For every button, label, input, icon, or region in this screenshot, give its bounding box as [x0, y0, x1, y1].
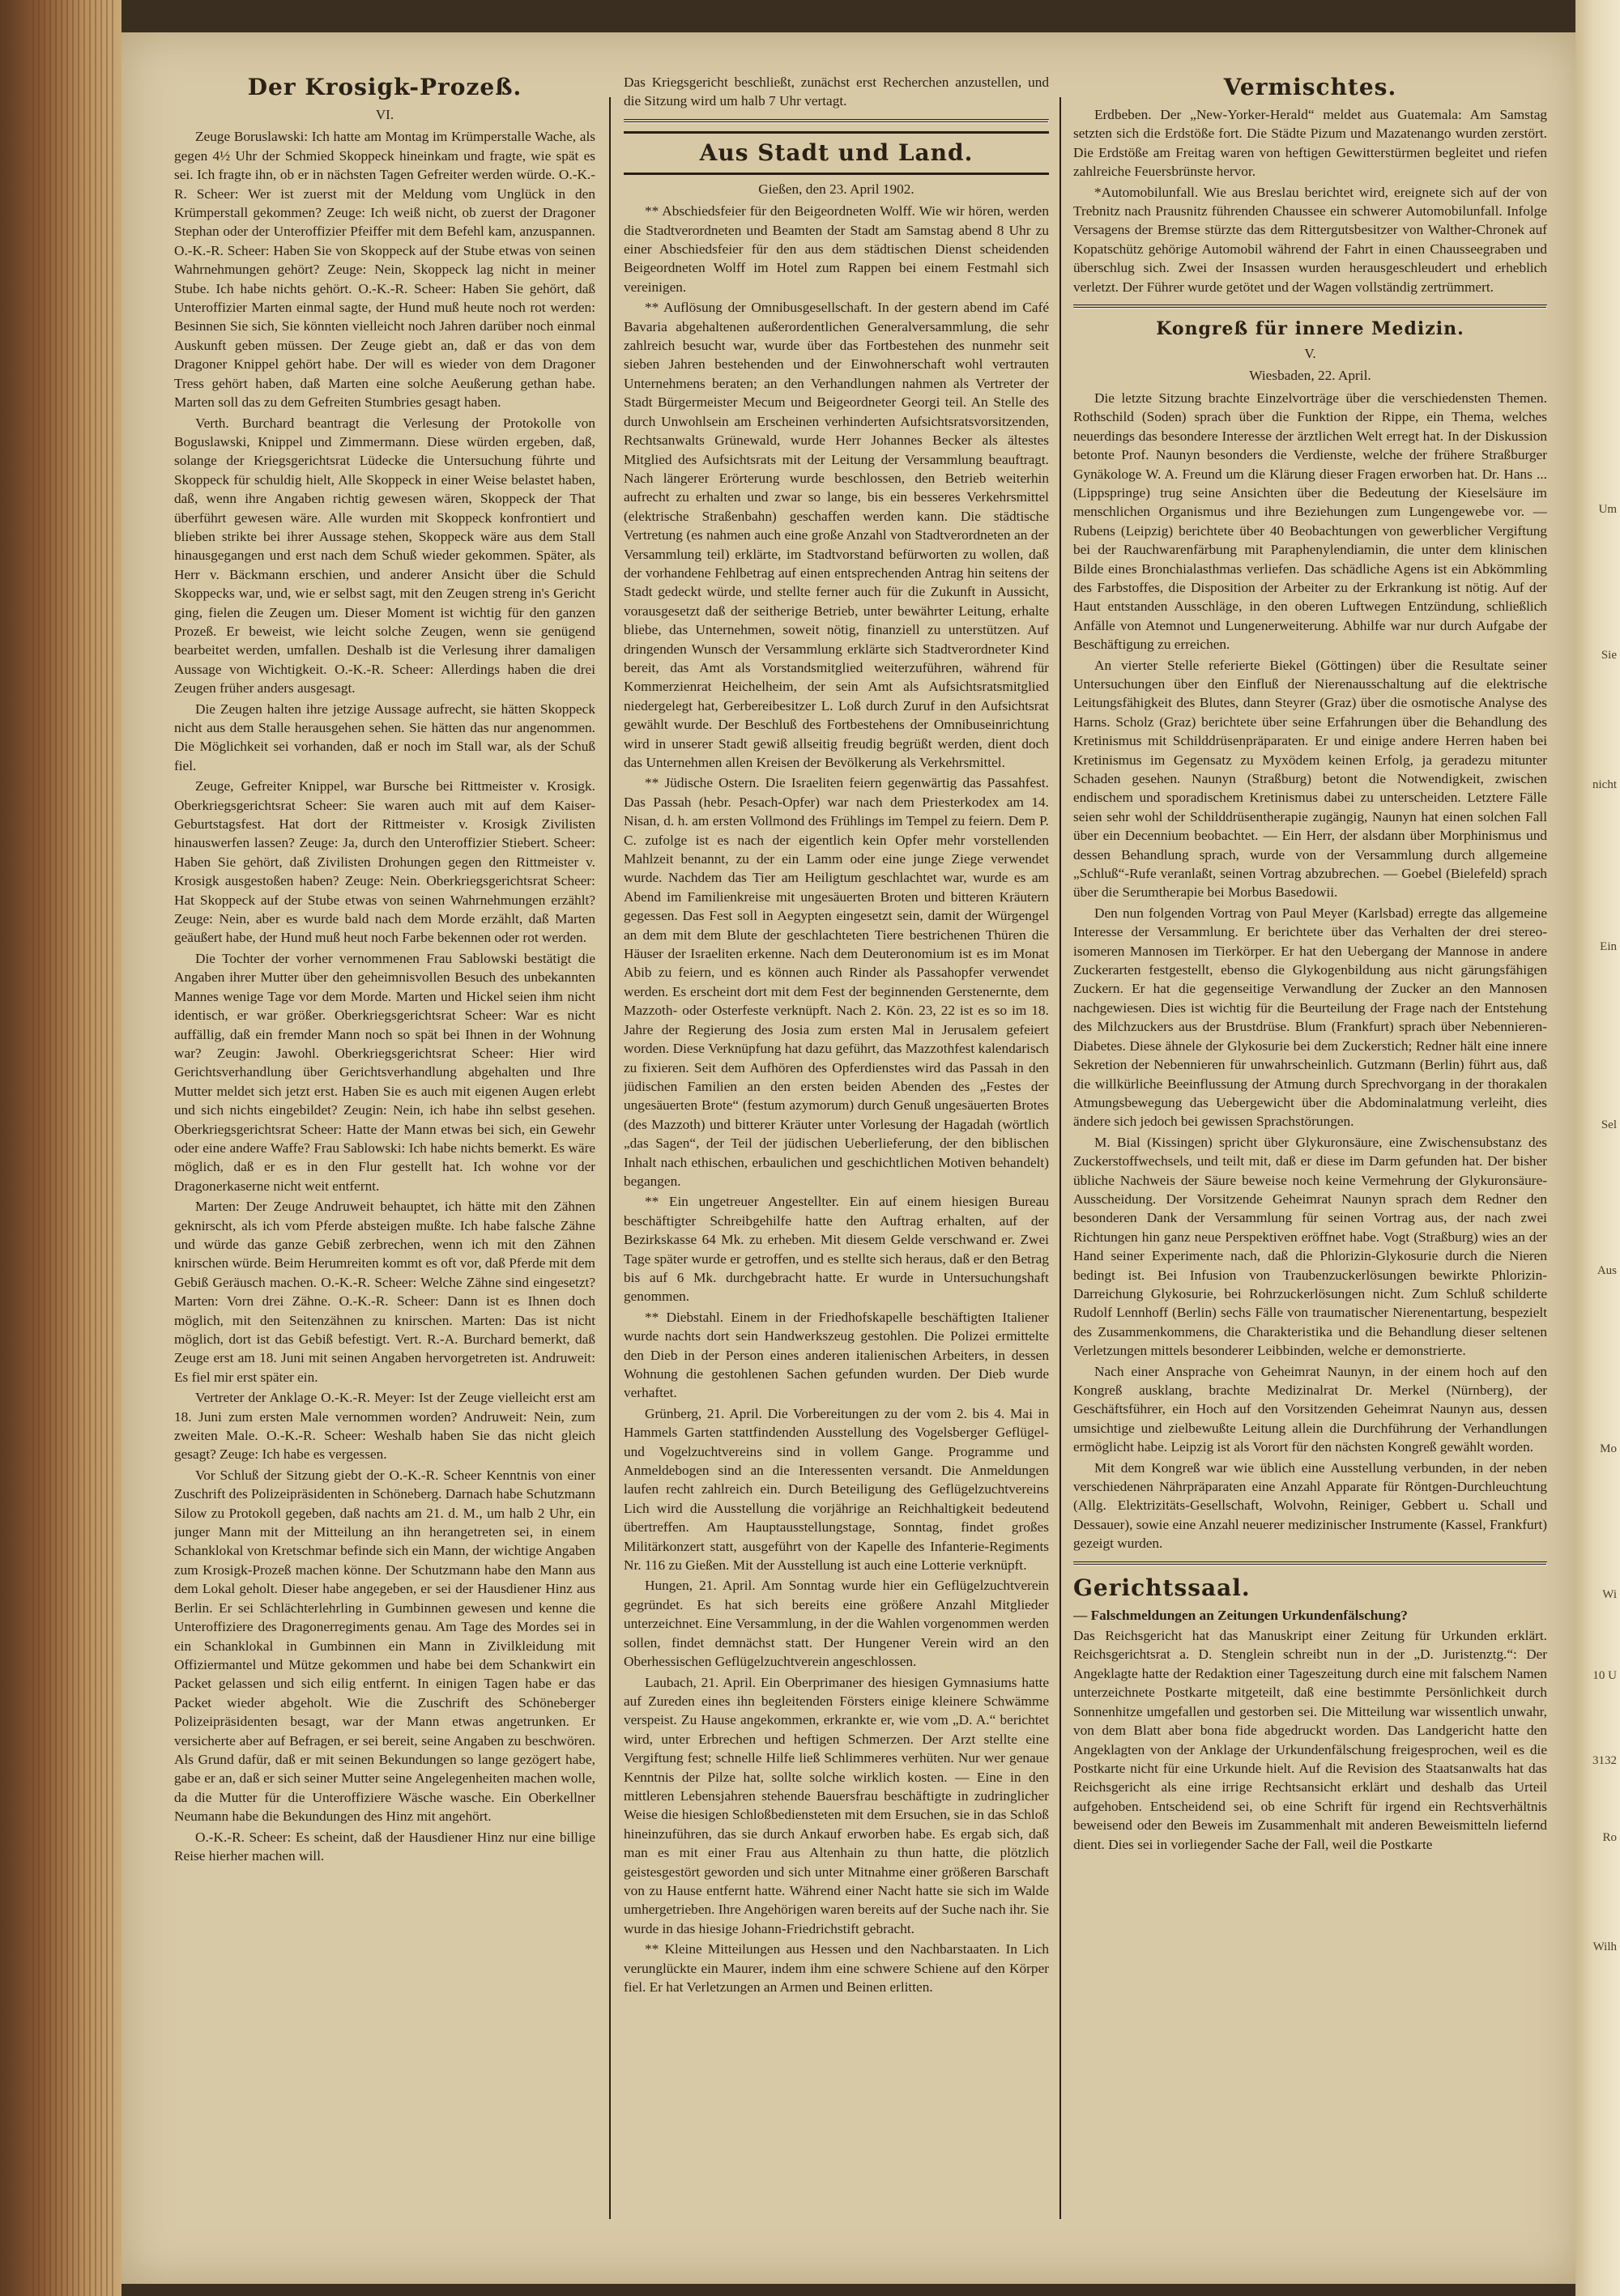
- paragraph: Erdbeben. Der „New-Yorker-Herald“ meldet aus Guatemala: Am Samstag setzten sich die Erdstöße fort. Die Städte Pizum und Mazatenango wurden zerstört. Die Erdstöße am Freitag waren von heftigen Gewitterstürmen begleitet und riefen zahlreiche Feuersbrünste hervor.: [1073, 107, 1547, 180]
- edge-fragment: Sel: [1601, 1118, 1617, 1131]
- paragraph: Grünberg, 21. April. Die Vorbereitungen zu der vom 2. bis 4. Mai in Hammels Garten stattfindenden Ausstellung des Vogelsberger Geflügel- und Vogelzuchtvereins sind in vollem Gange. Programme und Anmeldebogen sind an die Interessenten versandt. Die Anmeldungen laufen recht zahlreich ein. Durch Beteiligung des Geflügelzuchtvereins Lich wird die Ausstellung die vorjährige an Reichhaltigkeit bedeutend übertreffen. Am Hauptausstellungstage, Sonntag, findet großes Militärkonzert statt, ausgeführt von der Kapelle des Infanterie-Regiments Nr. 116 zu Gießen. Mit der Ausstellung ist auch eine Lotterie verknüpft.: [624, 1405, 1049, 1574]
- paragraph: Das Reichsgericht hat das Manuskript einer Zeitung für Urkunden erklärt. Reichsgerichtsrat a. D. Stenglein schreibt nun in der „D. Juristenztg.“: Der Angeklagte hatte der Redaktion einer Tageszeitung durch eine mit falschem Namen unterzeichnete Postkarte mitgeteilt, daß eine bestimmte Persönlichkeit durch Sonnenhitze umgefallen und gestorben sei. Die Mitteilung war wissentlich unwahr, von dem Blatt aber bona fide abgedruckt worden. Das Landgericht hatte den Angeklagten von der Anklage der Urkundenfälschung freigesprochen, weil es die Postkarte nicht für eine Urkunde hielt. Auf die Revision des Staatsanwalts hat das Reichsgericht als eine irrige Rechtsansicht erklärt und deshalb das Urteil aufgehoben. Entscheidend sei, ob eine Schrift für irgend ein Rechtsverhältnis beweisend oder den Beweis im Zusammenhalt mit anderen Beweismitteln liefernd dient. Dies sei in vorliegender Sache der Fall, weil die Postkarte: [1073, 1628, 1547, 1852]
- paragraph: Hungen, 21. April. Am Sonntag wurde hier ein Geflügelzuchtverein gegründet. Es hat sich bereits eine größere Anzahl Mitglieder unterzeichnet. Eine Versammlung, in der die Wahlen vorgenommen werden sollen, findet demnächst statt. Der Hungener Verein wird an den Oberhessischen Geflügelzuchtverein angeschlossen.: [624, 1578, 1049, 1670]
- paragraph: ** Kleine Mitteilungen aus Hessen und den Nachbarstaaten. In Lich verunglückte ein Maurer, indem ihm eine schwere Schiene auf den Körper fiel. Er hat Verletzungen an Armen und Beinen erlitten.: [624, 1941, 1049, 1995]
- paragraph: ** Auflösung der Omnibusgesellschaft. In der gestern abend im Café Bavaria abgehaltenen außerordentlichen Generalversammlung, die sehr zahlreich besucht war, wurde über das Fortbestehen des nunmehr seit sieben Jahren bestehenden und der Einwohnerschaft wohl vertrauten Unternehmens beraten; an den Verhandlungen nahmen als Vertreter der Stadt Bürgermeister Mecum und Beigeordneter Georgi teil. An Stelle des durch Unwohlsein am Erscheinen verhinderten Aufsichtsratsvorsitzenden, Rechtsanwalts Grünewald, wurde Herr Johannes Becker als ältestes Mitglied des Aufsichtsrats mit der Leitung der Versammlung beauftragt. Nach längerer Erörterung wurde beschlossen, den Betrieb weiterhin aufrecht zu erhalten und zwar so lange, bis ein besseres Verkehrsmittel (elektrische Straßenbahn) geschaffen werden kann. Die städtische Vertretung (es nahmen auch eine große Anzahl von Stadtverordneten an der Versammlung teil) erklärte, im Stadtvorstand befürworten zu wollen, daß der vorhandene Fehlbetrag auf einen entsprechenden Antrag hin seitens der Stadt gedeckt würde, und stellte ferner auch für die Zukunft in Aussicht, vorausgesetzt daß der seitherige Betrieb, unter bewährter Leitung, erhalte bliebe, das Unternehmen, soweit nötig, finanziell zu unterstützen. Auf dringenden Wunsch der Versammlung erklärte sich Stadtverordneter Kind bereit, das Amt als Vorstandsmitglied weiterzuführen, während für Kommerzienrat Heichelheim, der sein Amt als Aufsichtsratsmitglied niedergelegt hat, Gerbereibesitzer L. Loß durch Zuruf in den Aufsichtsrat gewählt wurde. Der Beschluß des Fortbestehens der Omnibuseinrichtung wird in unserer Stadt gewiß allseitig freudig begrüßt werden, dient doch das Unternehmen allen Kreisen der Bevölkerung als Verkehrsmittel.: [624, 300, 1049, 770]
- edge-fragment: Wi: [1602, 1588, 1617, 1601]
- column-krosigk-trial: [174, 73, 595, 2260]
- edge-fragment: Mo: [1600, 1442, 1617, 1455]
- paragraph: Die letzte Sitzung brachte Einzelvorträge über die verschiedensten Themen. Rothschild (Soden) sprach über die Funktion der Rippe, ein Thema, welches neuerdings das besondere Interesse der ärztlichen Welt erregt hat. In der Diskussion betonte Prof. Naunyn besonders die Verdienste, welche der frühere Straßburger Gynäkologe W. A. Freund um die Klärung dieser Fragen erworben hat. Dr. Hans ... (Lippspringe) trug seine Ansichten über die Bedeutung der Kieselsäure im menschlichen Organismus und ihre Beziehungen zum Lungengewebe vor. — Rubens (Leipzig) berichtete über 40 Beobachtungen von gewerblicher Vergiftung bei der Rauchwarenfärbung mit Paraphenylendiamin, die unter dem klinischen Bilde eines Bronchialasthmas verliefen. Das schädliche Agens ist ein Abkömmling des Farbstoffes, die Disposition der Arbeiter zu der Erkrankung ist nötig. Auf der Haut entstanden Ausschläge, in den oberen Luftwegen Entzündung, schließlich Anfälle von Atemnot und Lungenerweiterung. Abhilfe war nur durch Aufgabe der Beschäftigung zu erreichen.: [1073, 390, 1547, 653]
- edge-fragment: 3132: [1592, 1754, 1617, 1767]
- paragraph: Zeuge Boruslawski: Ich hatte am Montag im Krümperstalle Wache, als gegen 4½ Uhr der Schmied Skoppeck hineinkam und fragte, wie spät es sei. Ich fragte ihn, ob er in nächsten Tagen Gefreiter werden würde. O.-K.-R. Scheer: Wer ist zuerst mit der Meldung vom Unglück in den Krümperstall gekommen? Zeuge: Ich weiß nicht, ob zuerst der Dragoner Stephan oder der Unteroffizier Pfeiffer mit dem Befehl kam, anzuspannen. O.-K.-R. Scheer: Haben Sie von Skoppeck auf der Stube etwas von seinen Wahrnehmungen gehört? Zeuge: Nein, Skoppeck lag nicht in meiner Stube. Ich habe nichts gehört. O.-K.-R. Scheer: Haben Sie gehört, daß Unteroffizier Marten einmal sagte, der Hund muß heute noch rot werden: Besinnen Sie sich, Sie könnten vielleicht noch Jahren darüber noch einmal Auskunft geben müssen. Der Zeuge giebt an, daß er das von dem Dragoner Knippel gehört habe. Der will es wieder von dem Dragoner Tress gehört haben, daß Marten eine solche Aeußerung gethan habe. Marten soll das zu dem Gefreiten Stumbries gesagt haben.: [174, 129, 595, 411]
- edge-fragment: Sie: [1601, 649, 1617, 662]
- column-rule: [609, 97, 611, 2219]
- paragraph: Laubach, 21. April. Ein Oberprimaner des hiesigen Gymnasiums hatte auf Zureden eines ihn begleitenden Försters einige kleinere Schwämme verspeist. Zu Hause angekommen, erkrankte er, wie vom „D. A.“ berichtet wird, unter Erbrechen und heftigen Schmerzen. Der Arzt stellte eine Vergiftung fest; schnelle Hilfe ließ Schlimmeres verhüten. Nur wer genaue Kenntnis der Pilze hat, sollte solche wirklich kosten. — Eine in den mittleren Lebensjahren stehende Bauersfrau beschäftigte in zudringlicher Weise die hiesigen Schloßbediensteten mit dem Ersuchen, sie in das Schloß hineinzuführen, das sie durch Ankauf erworben habe. Es ergab sich, daß man es mit einer Frau aus Altenhain zu thun hatte, die plötzlich geistesgestört geworden und sich unter Mitnahme einer größeren Barschaft von zu Hause entfernt hatte. Während einer Nacht hatte sie sich im Walde umhergetrieben. Ihre Angehörigen waren bereits auf der Suche nach ihr. Sie wurde in das hiesige Johann-Friedrichstift gebracht.: [624, 1674, 1049, 1936]
- paragraph: Marten: Der Zeuge Andruweit behauptet, ich hätte mit den Zähnen geknirscht, als ich vom Pferde absteigen mußte. Ich habe falsche Zähne und würde das ganze Gebiß zerbrechen, wenn ich mit den Zähnen knirschen würde. Beim Herumreiten kommt es oft vor, daß Pferde mit dem Gebiß Geräusch machen. O.-K.-R. Scheer: Welche Zähne sind eingesetzt? Marten: Vorn drei Zähne. O.-K.-R. Scheer: Dann ist es Ihnen doch möglich, mit den Seitenzähnen zu knirschen. Marten: Das ist nicht möglich, dort ist das Gebiß befestigt. Vert. R.-A. Burchard bemerkt, daß Zeuge erst am 18. Juni mit seinen Angaben hervorgetreten ist. Andruweit: Es fiel mir erst später ein.: [174, 1199, 595, 1385]
- paragraph: Verth. Burchard beantragt die Verlesung der Protokolle von Boguslawski, Knippel und Zimmermann. Diese würden ergeben, daß, solange der Kriegsgerichtsrat Lüdecke die Untersuchung führte und Skoppeck für schuldig hielt, Alle Skoppeck in einer Weise belastet haben, daß, wenn ihre Angaben richtig gewesen wären, Skoppeck der That überführt gewesen wäre. Alle wurden mit Skoppeck konfrontiert und blieben strikte bei ihrer Aussage stehen, Skoppeck wäre aus dem Stall hinausgegangen und erst nach dem Schuß wieder gekommen. Später, als Herr v. Bäckmann erschien, und anderer Ansicht über die Schuld Skoppecks war, und, wie er selbst sagt, mit den Zeugen streng in's Gericht ging, fielen die Zeugen um. Dieser Moment ist wichtig für den ganzen Prozeß. Er beweist, wie leicht solche Zeugen, wenn sie genügend bearbeitet werden, umfallen. Deshalb ist die Verlesung ihrer damaligen Aussage von Wichtigkeit. O.-K.-R. Scheer: Allerdings haben die drei Zeugen früher anders ausgesagt.: [174, 415, 595, 696]
- paragraph: *Automobilunfall. Wie aus Breslau berichtet wird, ereignete sich auf der von Trebnitz nach Prausnitz führenden Chaussee ein schwerer Automobilunfall. Infolge Versagens der Bremse stürzte das dem Rittergutsbesitzer von Walther-Chronek auf Kopatschütz gehörige Automobil während der Fahrt in einen Chausseegraben und überschlug sich. Zwei der Insassen wurden herausgeschleudert und erheblich verletzt. Der Führer wurde getötet und der Wagen vollständig zertrümmert.: [1073, 184, 1547, 295]
- section-heading: Aus Stadt und Land.: [624, 131, 1049, 175]
- divider: [624, 119, 1049, 123]
- paragraph: Nach einer Ansprache von Geheimrat Naunyn, in der einem hoch auf den Kongreß ausklang, brachte Medizinalrat Dr. Merkel (Nürnberg), der Geschäftsführer, ein Hoch auf den Vorsitzenden Geheimrat Naunyn aus, dessen umsichtige und zielbewußte Leitung allein die Durchführung der Verhandlungen ermöglicht habe. Leipzig ist als Vorort für den nächsten Kongreß gewählt worden.: [1073, 1363, 1547, 1455]
- edge-fragment: Um: [1598, 503, 1617, 516]
- dateline: Gießen, den 23. April 1902.: [758, 181, 914, 197]
- divider: [1073, 1561, 1547, 1565]
- article-part: VI.: [375, 107, 394, 122]
- edge-fragment: Ein: [1600, 940, 1617, 953]
- paragraph: Zeuge, Gefreiter Knippel, war Bursche bei Rittmeister v. Krosigk. Oberkriegsgerichtsrat Scheer: Sie waren auch mit auf dem Kaiser-Geburtstagsfest. Hat dort der Rittmeister v. Krosigk Zivilisten hinauswerfen lassen? Zeuge: Ja, durch den Unteroffizier Stiebert. Scheer: Haben Sie gehört, daß Zivilisten Drohungen gegen den Rittmeister v. Krosigk ausgestoßen haben? Zeuge: Nein. Oberkriegsgerichtsrat Scheer: Hat Skoppeck auf der Stube etwas von seinen Wahrnehmungen erzählt? Zeuge: Nein, aber es wurde bald nach dem Morde erzählt, daß Marten geäußert habe, der Hund muß heut noch Farbe bekennen oder rot werden.: [174, 778, 595, 946]
- paragraph: Die Zeugen halten ihre jetzige Aussage aufrecht, sie hätten Skoppeck nicht aus dem Stalle herausgehen sehen. Sie hätten das nur angenommen. Die Möglichkeit sei vorhanden, daß er noch im Stall war, als der Schuß fiel.: [174, 701, 595, 773]
- article-part: V.: [1304, 346, 1316, 362]
- article-heading: Der Krosigk-Prozeß.: [247, 74, 522, 100]
- edge-fragment: Wilh: [1592, 1940, 1617, 1953]
- edge-fragment: Ro: [1602, 1831, 1617, 1844]
- paragraph: Vor Schluß der Sitzung giebt der O.-K.-R. Scheer Kenntnis von einer Zuschrift des Polizeipräsidenten in Schöneberg. Darnach habe Schutzmann Silow zu Protokoll gegeben, daß nachts am 21. d. M., um halb 2 Uhr, ein junger Mann mit der Mitteilung an ihn herangetreten sei, in einem Schanklokal von Kretschmar befinde sich ein Mann, der wichtige Angaben zum Krosigk-Prozeß machen könne. Der Schutzmann habe den Mann aus dem Lokal geholt. Dieser habe angegeben, er sei der Hausdiener Hinz aus Berlin. Er sei Schlächterlehrling in Gumbinnen gewesen und kenne die Unteroffiziere des Dragonerregiments genau. Am Tage des Mordes sei in ein Schanklokal in Gumbinnen ein Mann in Zivilkleidung mit Offiziermantel und Mütze gekommen und habe bei dem Schankwirt ein Packet gelassen und sich eilig entfernt. In einigen Tagen habe er das Packet wieder abgeholt. Wie die Zuschrift des Schöneberger Polizeipräsidenten besagt, war der Mann etwas angetrunken. Er versicherte aber auf Befragen, er sei bereit, seine Angaben zu beschwören. Als Grund dafür, daß er mit seinen Bekundungen so lange gezögert habe, gabe er an, daß er sich seiner Mutter seine Angelegenheiten machen wolle, da die Mutter für die Unteroffiziere Wäsche wasche. Ein Oberkellner Neumann habe die Bekundungen des Hinz mit angehört.: [174, 1467, 595, 1825]
- paragraph: Die Tochter der vorher vernommenen Frau Sablowski bestätigt die Angaben ihrer Mutter über den geheimnisvollen Besuch des unbekannten Mannes wenige Tage vor dem Morde. Marten und Hickel seien ihm nicht identisch, er war größer. Oberkriegsgerichtsrat Scheer: War es nicht auffällig, daß ein fremder Mann noch so spät bei Ihnen in der Wohnung war? Zeugin: Jawohl. Oberkriegsgerichtsrat Scheer: Hier wird Gerichtsverhandlung über Gerichtsverhandlung abgehalten und Ihre Mutter meldet sich jetzt erst. Haben Sie es auch mit eigenen Augen erlebt und sich nichts eingebildet? Zeugin: Nein, ich habe ihn selbst gesehen. Oberkriegsgerichtsrat Scheer: Hatte der Mann etwas bei sich, ein Gewehr oder eine andere Waffe? Frau Sablowski: Ich habe nichts bemerkt. Es wäre möglich, daß er es in den Flur gestellt hat. Ich wohne vor der Dragonerkaserne nicht weit entfernt.: [174, 950, 595, 1194]
- paragraph: M. Bial (Kissingen) spricht über Glykuronsäure, eine Zwischensubstanz des Zuckerstoffwechsels, und teilt mit, daß er diese im Darm gefunden hat. Der bisher übliche Nachweis der Säure beweise noch keine Vermehrung der Glykuronsäure-Ausscheidung. Der Vorsitzende Geheimrat Naunyn sprach dem Redner den besonderen Dank der Versammlung für seinen Vortrag aus, der nach zwei Richtungen hin ganz neue Perspektiven eröffnet habe. Vogt (Straßburg) wies an der Hand seiner Experimente nach, daß die Phlorizin-Glykosurie durch die Nieren bedingt ist. Bei Infusion von Traubenzuckerlösungen bewirkte Phlorizin-Darreichung Glykosurie, bei Rohrzuckerlösungen nicht. Zum Schluß schilderte Rudolf Lennhoff (Berlin) sechs Fälle von traumatischer Nierenentartung, bespezielt des Zusammenkommens, die Charakteristika und die Behandlung dieser seltenen Verletzungen mittels besonderer Leibbinden, welche er demonstrierte.: [1073, 1134, 1547, 1359]
- edge-fragment: nicht: [1592, 778, 1617, 791]
- column-rule: [1059, 97, 1061, 2219]
- article-heading: Kongreß für innere Medizin.: [1156, 318, 1464, 340]
- edge-fragment: Aus: [1597, 1264, 1617, 1277]
- paragraph: ** Ein ungetreuer Angestellter. Ein auf einem hiesigen Bureau beschäftigter Schreibgehilfe hatte den Auftrag erhalten, auf der Bezirkskasse 64 Mk. zu erheben. Mit diesem Gelde verschwand er. Zwei Tage später wurde er getroffen, und es stellte sich heraus, daß er den Betrag bis auf 6 Mk. durchgebracht hatte. Er wurde in Untersuchungshaft genommen.: [624, 1194, 1049, 1305]
- section-heading: Vermischtes.: [1223, 74, 1397, 100]
- paragraph: ** Jüdische Ostern. Die Israeliten feiern gegenwärtig das Passahfest. Das Passah (hebr. Pesach-Opfer) war nach dem Priesterkodex am 14. Nisan, d. h. am ersten Vollmond des Frühlings im Tempel zu feiern. Dem P. C. zufolge ist es nach der eigentlich kein Opfer mehr vorstellenden Mahlzeit benannt, zu der ein Lamm oder eine junge Ziege verwendet wurde. Nachdem das Tier am Heiligtum geschlachtet war, wurde es am Abend im Familienkreise mit ungesäuerten Broten und bitteren Kräutern gegessen. Das Fest soll in Aegypten eingesetzt sein, damit der Würgengel an dem mit dem Blute der geschlachteten Tiere bestrichenen Thüren die Häuser der Israeliten erkenne. Nach dem Deuteronomium ist es im Monat Abib zu feiern, und es können auch Rinder als Passahopfer verwendet werden. Es erscheint dort mit dem Fest der beginnenden Gerstenernte, dem Mazzoth- oder Osterfeste verknüpft. Nach 2. Kön. 23, 22 ist es so im 18. Jahre der Regierung des Josia zum ersten Mal in Jerusalem gefeiert worden. Diese Verknüpfung hat dazu geführt, das Mazzothfest kalendarisch zu fixieren. Seit dem Aufhören des Opferdienstes wird das Passah in den jüdischen Familien an den ersten beiden Abenden des „Festes der ungesäuerten Brote“ (festum azymorum) durch Genuß ungesäuerten Brotes (des Mazzoth) und bitterer Kräuter unter Vorlesung der Hagadah (wörtlich „das Sagen“, der Teil der jüdischen Ueberlieferung, der den biblischen Inhalt nach ethischen, erbaulichen und geschichtlichen Motiven behandelt) begangen.: [624, 775, 1049, 1189]
- column-miscellany: [1073, 73, 1547, 2260]
- section-heading: Gerichtssaal.: [1073, 1574, 1251, 1601]
- article-subheading: — Falschmeldungen an Zeitungen Urkundenfälschung?: [1073, 1607, 1408, 1623]
- paragraph: Mit dem Kongreß war wie üblich eine Ausstellung verbunden, in der neben verschiedenen Nährpräparaten eine Anzahl Apparate für Röntgen-Durchleuchtung (Allg. Elektrizitäts-Gesellschaft, Wolvohn, Reiniger, Gebbert u. Schall und Dessauer), sowie eine Anzahl neuerer medizinischer Instrumente (Kassel, Frankfurt) gezeigt wurden.: [1073, 1459, 1547, 1552]
- paragraph: Das Kriegsgericht beschließt, zunächst erst Recherchen anzustellen, und die Sitzung wird um halb 7 Uhr vertagt.: [624, 75, 1049, 109]
- paragraph: Den nun folgenden Vortrag von Paul Meyer (Karlsbad) erregte das allgemeine Interesse der Versammlung. Er berichtete über das Verhalten der drei stereo-isomeren Mannosen im Tierkörper. Er hat den Uebergang der Mannose in andere Zuckerarten festgestellt, ebenso die Glykogenbildung aus nicht gärungsfähigen Zuckern. Er hat die gegenseitige Verwandlung der Zucker an den Mannosen nachgewiesen. Dies ist wichtig für die Beurteilung der Frage nach der Entstehung des Milchzuckers aus der Brustdrüse. Blum (Frankfurt) sprach über Nebennieren-Diabetes. Diese ähnele der Glykosurie bei dem Zuckerstich; Redner hält eine innere Sekretion der Nebennieren für unwahrscheinlich. Gutzmann (Berlin) führt aus, daß die willkürliche Beeinflussung der Atmung durch Sprechvorgang in der thorakalen Atmungsbewegung das Uebergewicht über die Abdominalatmung verleiht, dies ändere sich jedoch bei gewissen Sprachstörungen.: [1073, 905, 1547, 1130]
- paragraph: Vertreter der Anklage O.-K.-R. Meyer: Ist der Zeuge vielleicht erst am 18. Juni zum ersten Male vernommen worden? Andruweit: Nein, zum zweiten Male. O.-K.-R. Scheer: Weshalb haben Sie das nicht gleich gesagt? Zeuge: Ich habe es vergessen.: [174, 1390, 595, 1463]
- paragraph: ** Diebstahl. Einem in der Friedhofskapelle beschäftigten Italiener wurde nachts dort sein Handwerkszeug gestohlen. Die Polizei ermittelte den Dieb in der Person eines anderen italienischen Arbeiters, in dessen Wohnung die gestohlenen Sachen gefunden wurden. Der Dieb wurde verhaftet.: [624, 1309, 1049, 1401]
- divider: [1073, 305, 1547, 309]
- paragraph: O.-K.-R. Scheer: Es scheint, daß der Hausdiener Hinz nur eine billige Reise hierher machen will.: [174, 1829, 595, 1864]
- paragraph: An vierter Stelle referierte Biekel (Göttingen) über die Resultate seiner Untersuchungen über den Einfluß der Nierenausschaltung auf die elektrische Leitungsfähigkeit des Blutes, dann Steyrer (Graz) über die osmotische Analyse des Harns. Scholz (Graz) berichtete über seine Erfahrungen über die Behandlung des Kretinismus mit Schilddrüsenpräparaten. Er und einige andere Herren haben bei Kretinismus im Gegensatz zu Myxödem keinen Erfolg, ja geradezu mitunter Schaden gesehen. Naunyn (Straßburg) betont die Notwendigkeit, zwischen endischem und sporadischem Kretinismus dabei zu unterscheiden. Letztere Fälle seien sehr wohl der Schilddrüsentherapie zugängig, Naunyn hat einen solchen Fall über ein Decennium beobachtet. — Ein Herr, der alsdann über Morphinismus und dessen Behandlung sprach, wurde von der Versammlung durch allgemeine „Schluß“-Rufe veranlaßt, seinen Vortrag abzubrechen. — Goebel (Bielefeld) sprach über die Serumtherapie bei Morbus Basedowii.: [1073, 657, 1547, 901]
- dateline: Wiesbaden, 22. April.: [1249, 368, 1371, 384]
- paragraph: ** Abschiedsfeier für den Beigeordneten Wolff. Wie wir hören, werden die Stadtverordneten und Beamten der Stadt am Samstag abend 8 Uhr zu einer Abschiedsfeier für den aus dem städtischen Dienst scheidenden Beigeordneten Wolff im Hotel zum Rappen bei einem Festmahl sich vereinigen.: [624, 203, 1049, 295]
- page-edges: [32, 0, 113, 2296]
- column-local-news: [624, 73, 1049, 2260]
- edge-fragment: 10 U: [1592, 1669, 1617, 1682]
